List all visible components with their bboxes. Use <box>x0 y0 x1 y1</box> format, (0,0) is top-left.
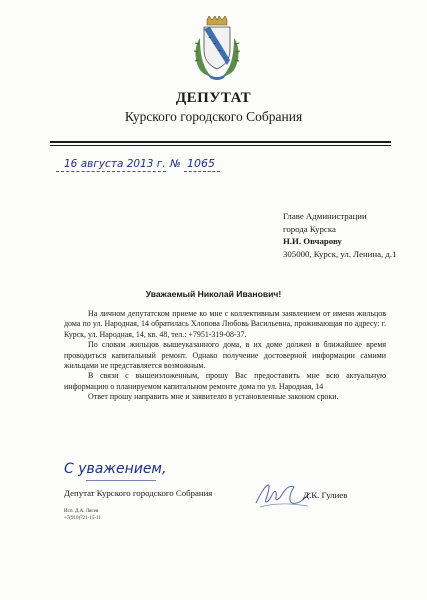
closing-underline <box>86 480 156 481</box>
registration-date-line <box>56 171 166 172</box>
signer-position: Депутат Курского городского Собрания <box>64 488 213 498</box>
registration-number: 1065 <box>187 157 215 170</box>
letterhead-title: ДЕПУТАТ <box>175 90 252 106</box>
addressee-address: 305000, Курск, ул. Ленина, д.1 <box>283 248 397 259</box>
addressee-block <box>283 210 396 260</box>
registration-number-line <box>184 171 220 172</box>
addressee-name: Н.И. Овчарову <box>283 236 342 246</box>
body-paragraph: На личном депутатском приеме ко мне с коллективным заявлением от имени жильцов дома по ул. Народная, 14 обратилась Хлопова Любовь Васильевна, проживающая по адресу: г. Курск, ул. Народная, 14, кв. 48, тел.: +7951-319-08-37. <box>64 309 386 339</box>
registration-date: 16 августа 2013 г. <box>64 158 166 170</box>
addressee-line: города Курска <box>283 223 336 234</box>
body-paragraph: В связи с вышеизложенным, прошу Вас предоставить мне всю актуальную информацию о планируемом капитальном ремонте дома по ул. Народная, 14 <box>64 371 386 391</box>
letterhead-rule <box>50 141 391 143</box>
addressee-line: Главе Администрации <box>283 211 367 221</box>
body-paragraph: По словам жильцов вышеуказанного дома, в их доме должен в ближайшее время проводиться капитальный ремонт. Однако получение достоверной информации самими жильцами не представляется возможным. <box>64 340 386 371</box>
closing-handwritten: С уважением, <box>64 461 167 477</box>
executor-phone: +7(910)721-15-11 <box>64 516 101 521</box>
registration-number-label: № <box>170 158 181 170</box>
signer-name: Д.К. Гулиев <box>303 490 348 500</box>
kursk-coat-of-arms-icon <box>194 16 240 82</box>
salutation: Уважаемый Николай Иванович! <box>145 289 282 299</box>
letterhead-subtitle: Курского городского Собрания <box>124 109 303 124</box>
executor-note: Исп. Д.А. Лясев <box>64 509 99 514</box>
letterhead-rule-thin <box>50 145 391 146</box>
body-paragraph: Ответ прошу направить мне и заявителю в установленные законом сроки. <box>88 392 339 402</box>
letter-body <box>64 309 386 403</box>
